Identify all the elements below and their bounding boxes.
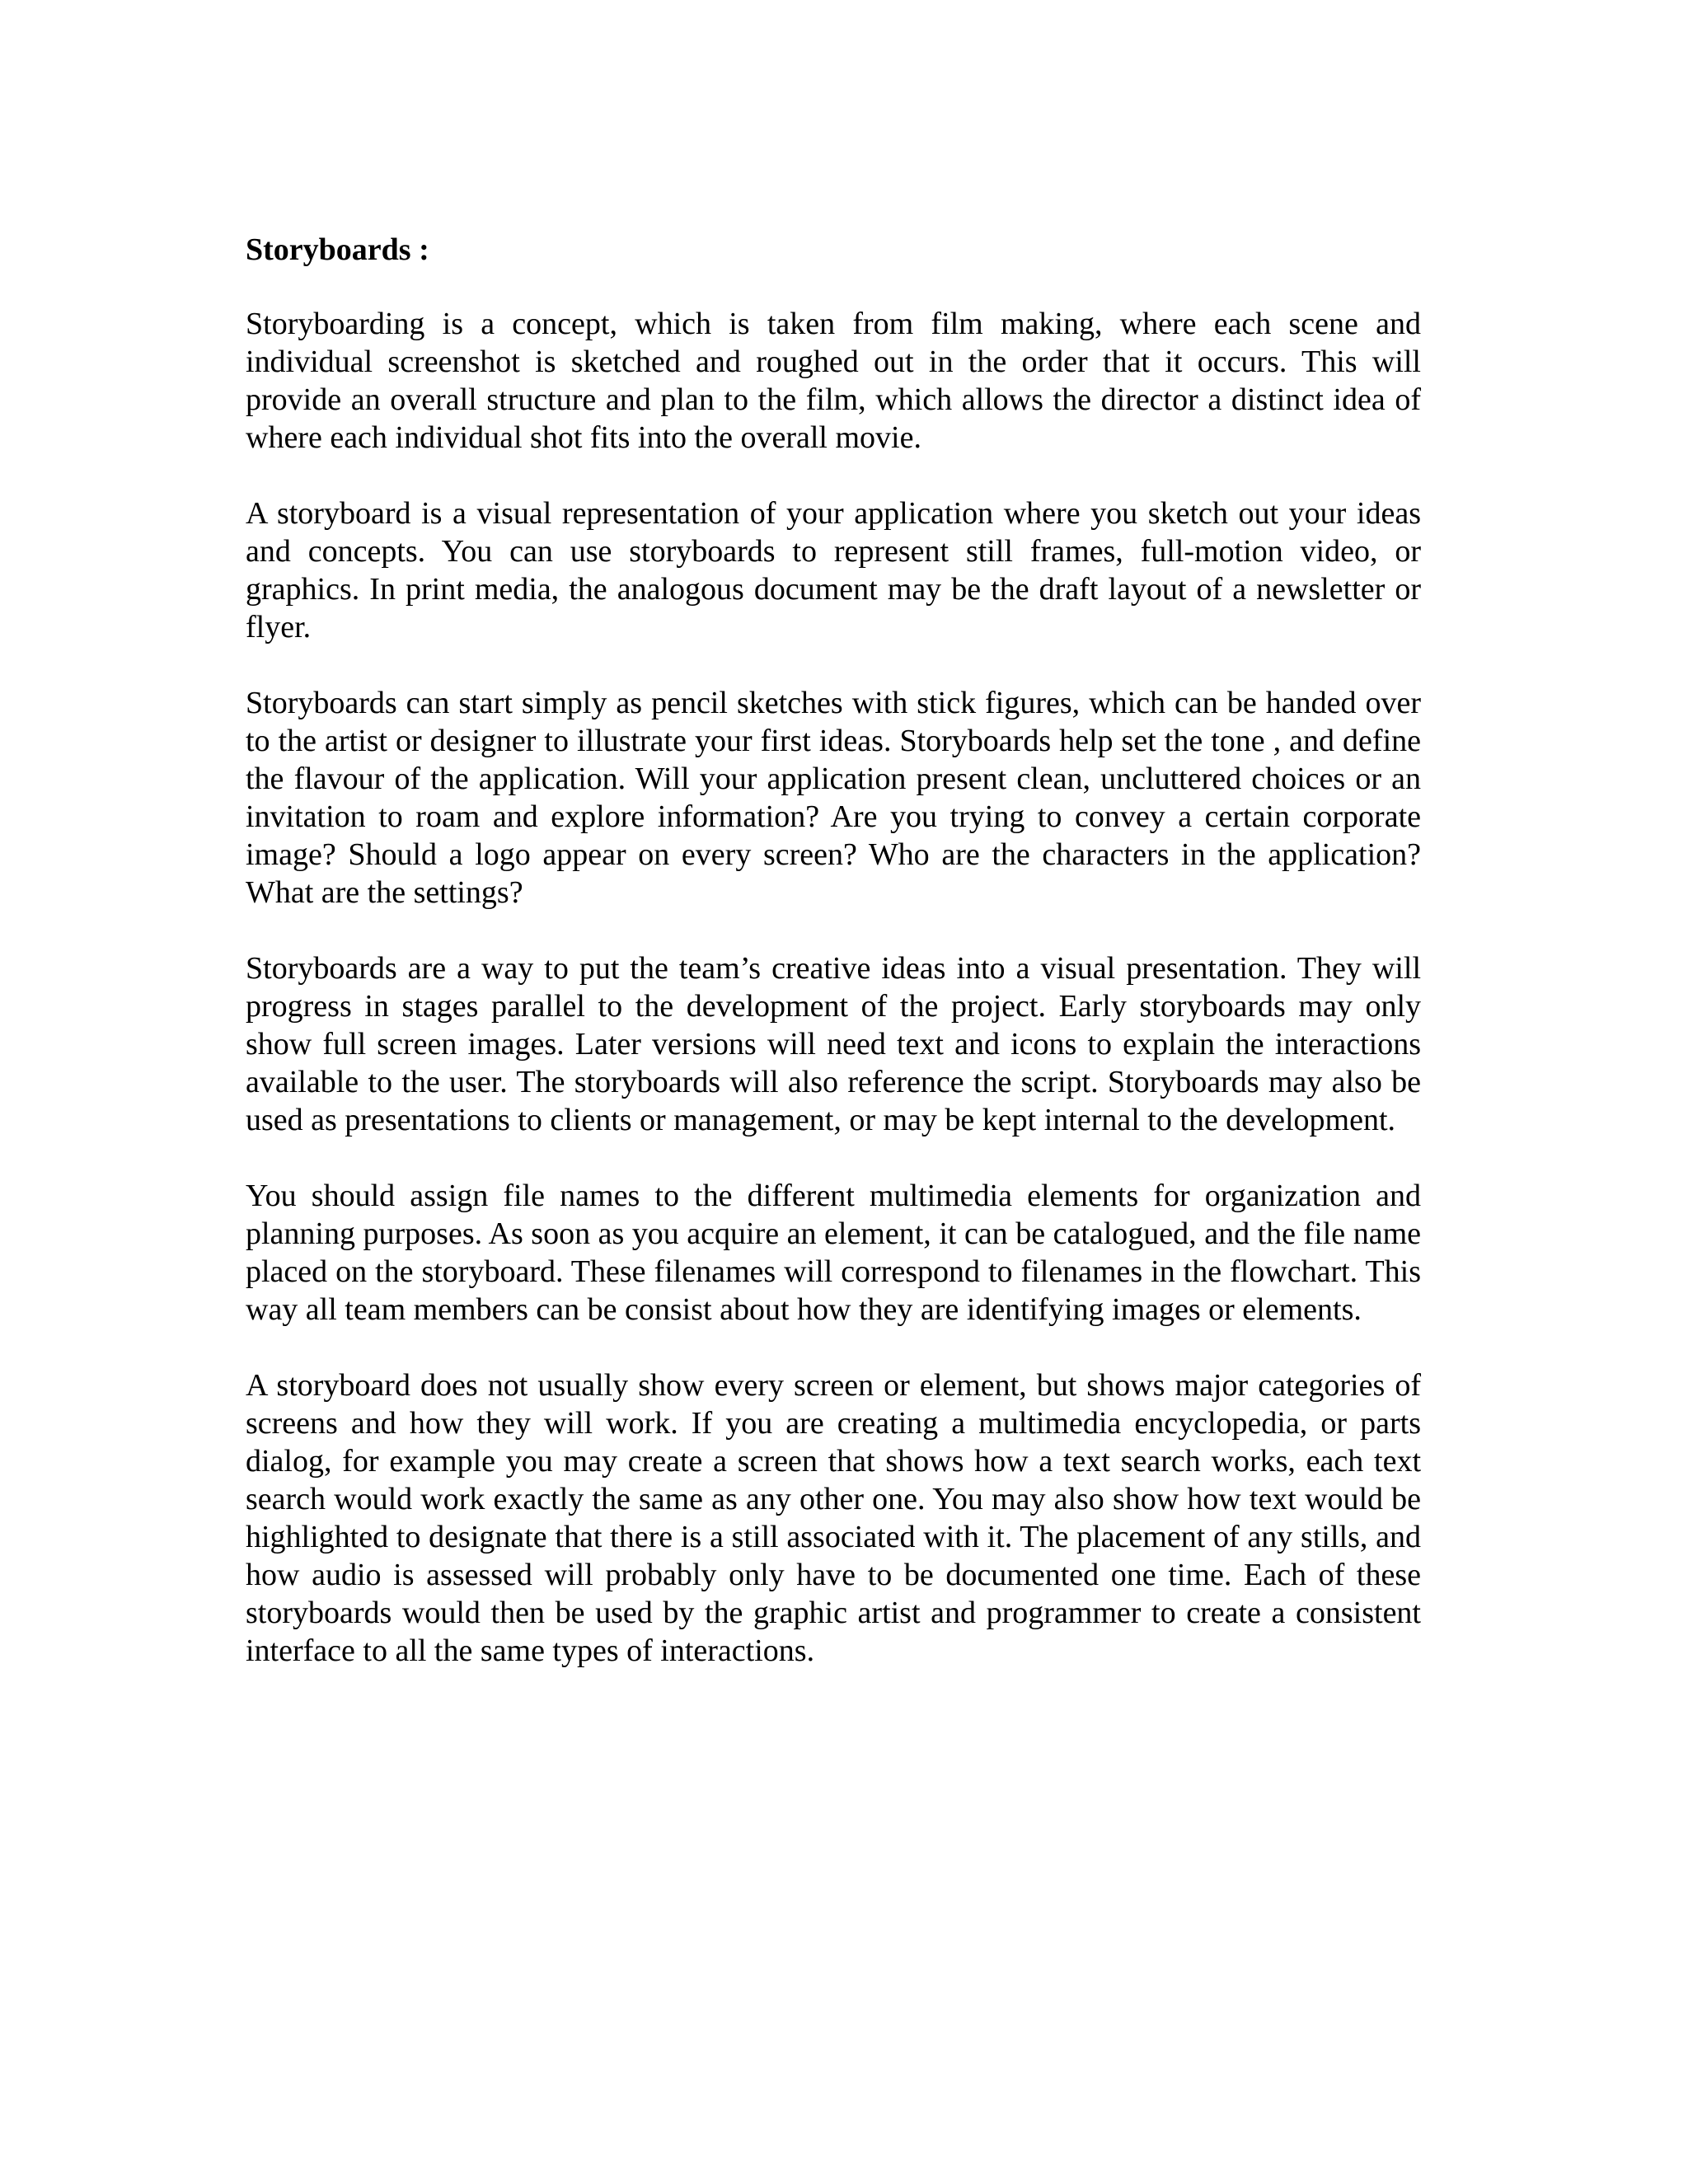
paragraph-team-ideas: Storyboards are a way to put the team’s creative ideas into a visual presentation. They will progress in stages parallel to the development of the project. Early storyboards may only show full screen images. Later versions will need text and icons to explain the interactions available to the user. The storyboards will also reference the script. Storyboards may also be used as presentations to clients or management, or may be kept internal to the development. — [246, 951, 1421, 1137]
page-title: Storyboards : — [246, 232, 429, 267]
paragraph-major-categories: A storyboard does not usually show every screen or element, but shows major categories of screens and how they will work. If you are creating a multimedia encyclopedia, or parts dialog, for example you may create a screen that shows how a text search works, each text search would work exactly the same as any other one. You may also show how text would be highlighted to designate that there is a still associated with it. The placement of any stills, and how audio is assessed will probably only have to be documented one time. Each of these storyboards would then be used by the graphic artist and programmer to create a consistent interface to all the same types of interactions. — [246, 1368, 1421, 1668]
paragraph-storyboarding-concept: Storyboarding is a concept, which is taken from film making, where each scene and individual screenshot is sketched and roughed out in the order that it occurs. This will provide an overall structure and plan to the film, which allows the director a distinct idea of where each individual shot fits into the overall movie. — [246, 307, 1421, 455]
paragraph-pencil-sketches: Storyboards can start simply as pencil sketches with stick figures, which can be handed over to the artist or designer to illustrate your first ideas. Storyboards help set the tone , and define the flavour of the application. Will your application present clean, uncluttered choices or an invitation to roam and explore information? Are you trying to convey a certain corporate image? Should a logo appear on every screen? Who are the characters in the application? What are the settings? — [246, 686, 1421, 910]
paragraph-visual-representation: A storyboard is a visual representation of your application where you sketch out your ideas and concepts. You can use storyboards to represent still frames, full-motion video, or graphics. In print media, the analogous document may be the draft layout of a newsletter or flyer. — [246, 496, 1421, 644]
document-content — [246, 231, 1421, 1708]
paragraph-file-names: You should assign file names to the different multimedia elements for organization and planning purposes. As soon as you acquire an element, it can be catalogued, and the file name placed on the storyboard. These filenames will correspond to filenames in the flowchart. This way all team members can be consist about how they are identifying images or elements. — [246, 1179, 1421, 1327]
